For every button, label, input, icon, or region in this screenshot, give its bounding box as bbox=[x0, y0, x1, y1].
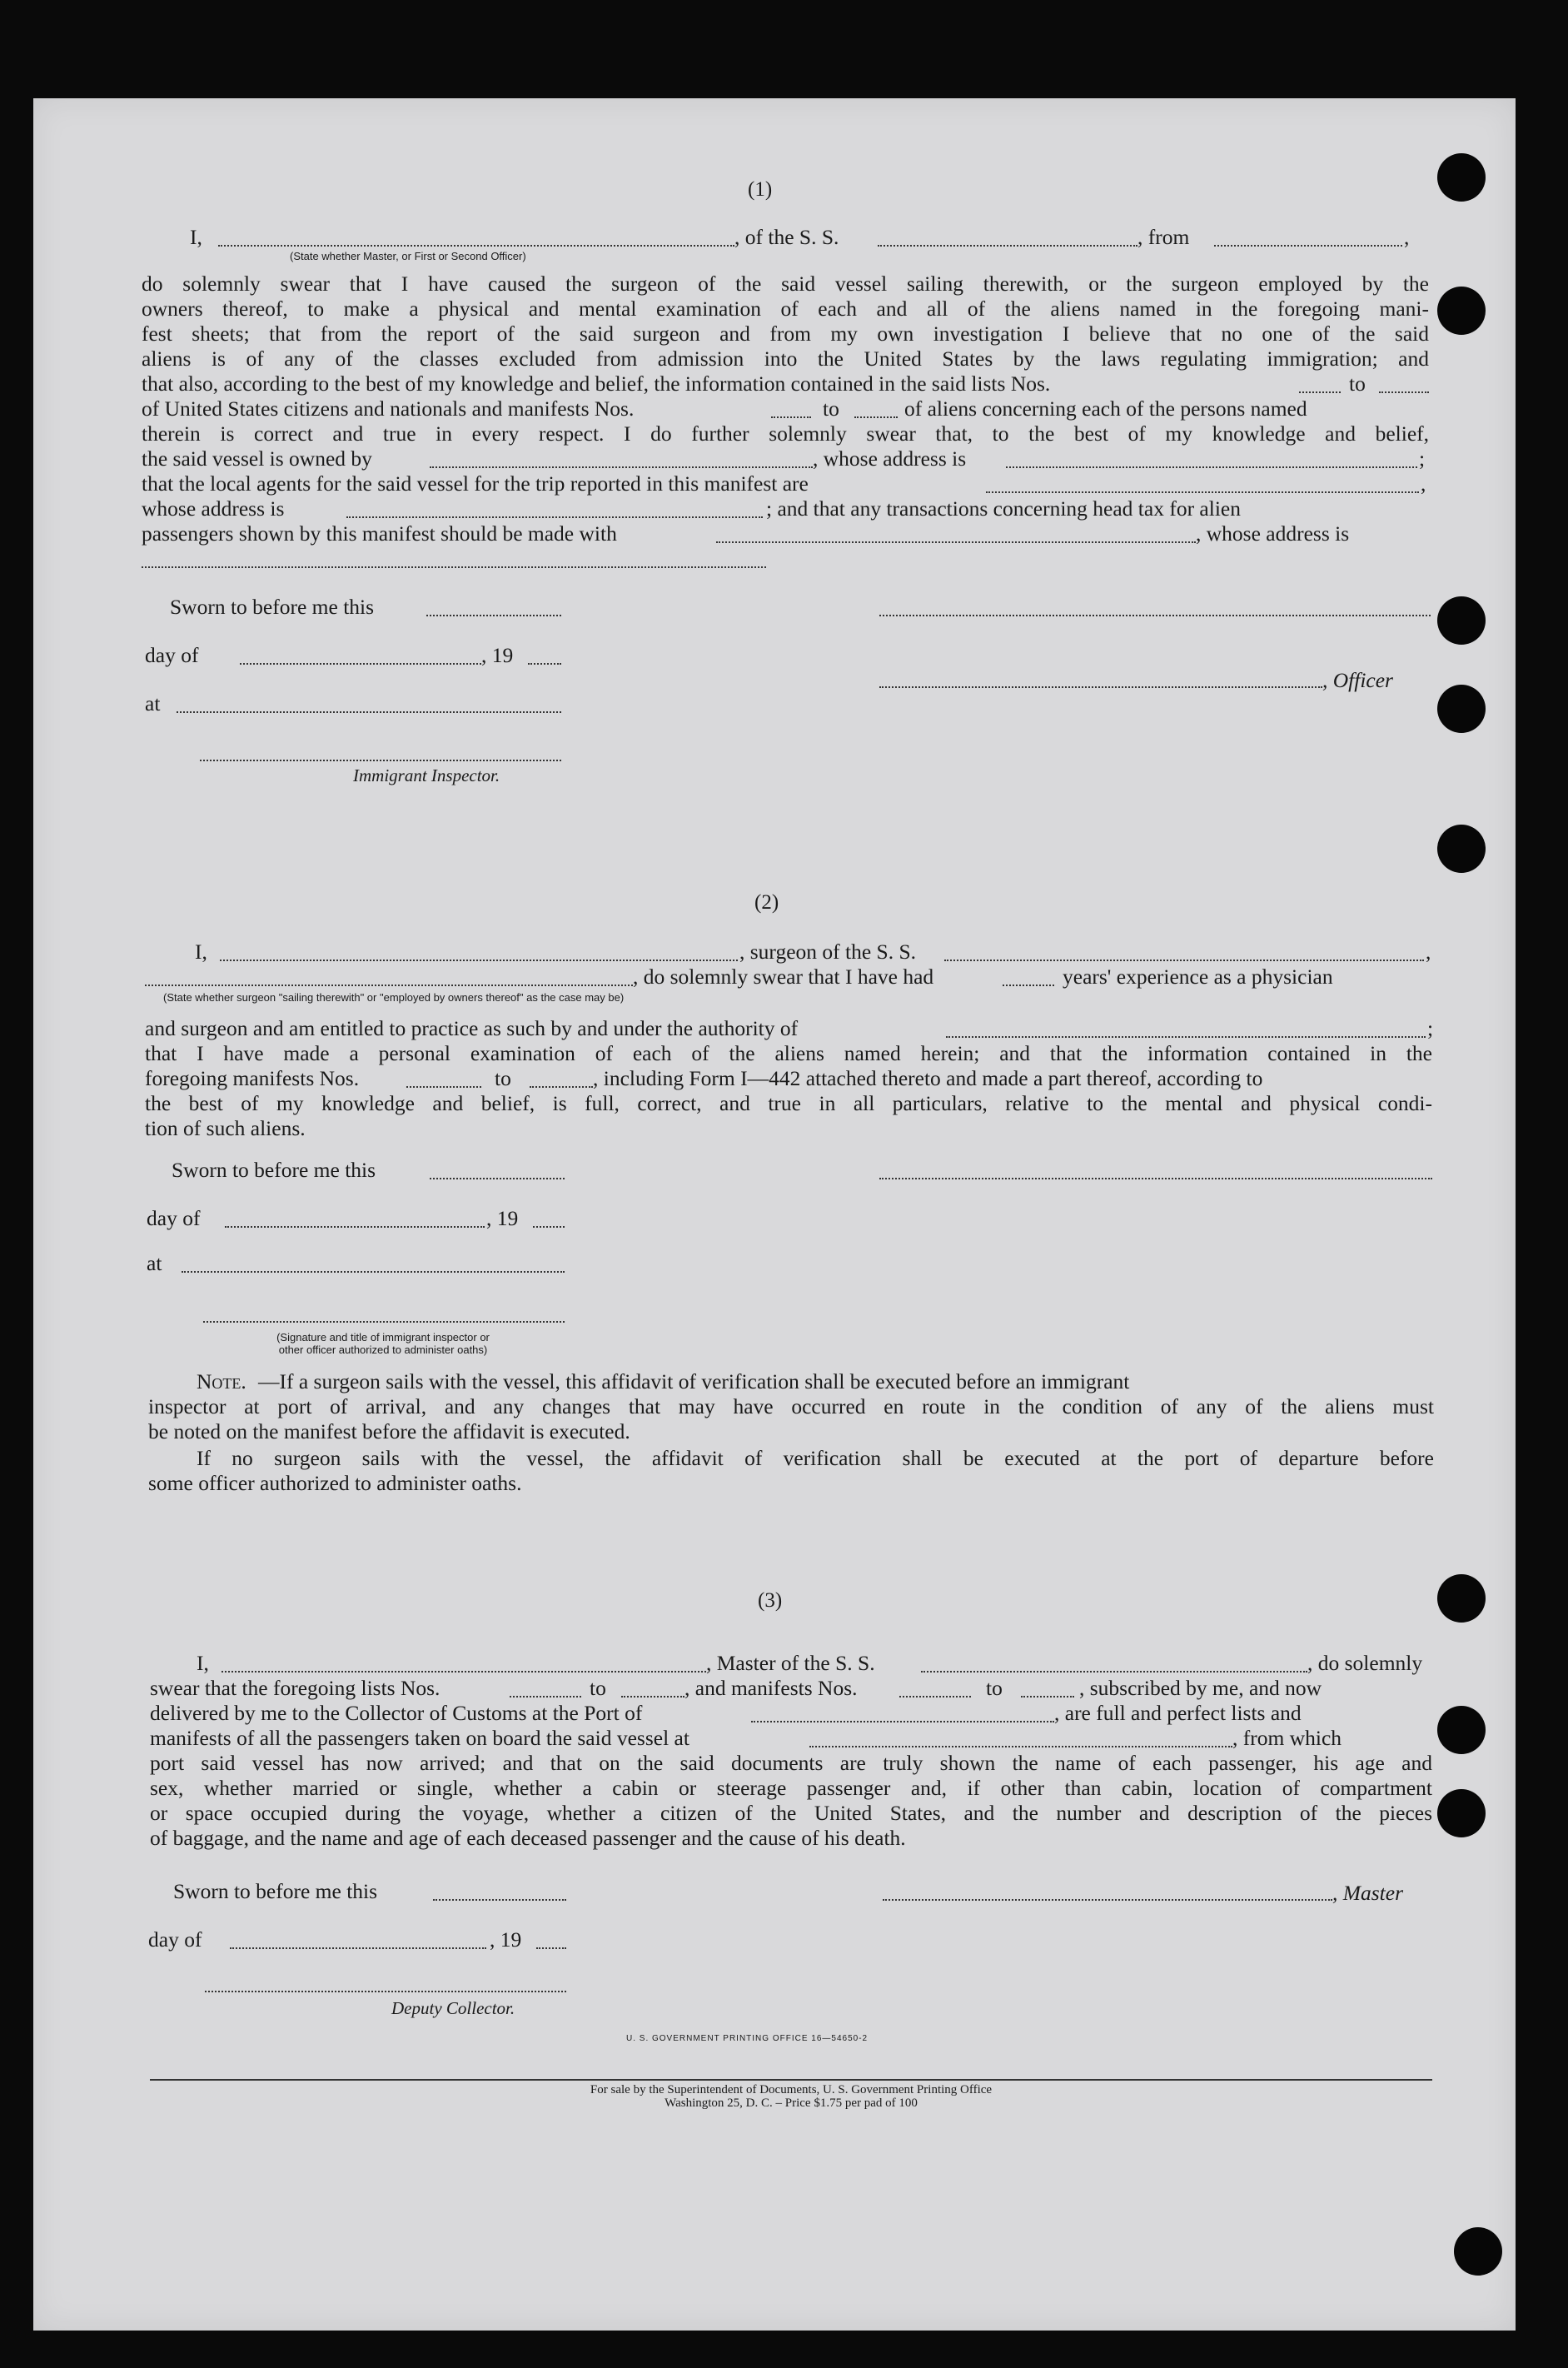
binder-hole bbox=[1437, 1789, 1486, 1837]
text-line: years' experience as a physician bbox=[1063, 965, 1333, 989]
text-line: Sworn to before me this bbox=[170, 595, 375, 619]
note-line: be noted on the manifest before the affidavit is executed. bbox=[148, 1419, 630, 1443]
field-hint: (State whether surgeon "sailing therewith" or "employed by owners thereof" as the case may be) bbox=[163, 991, 625, 1004]
field-hint: (State whether Master, or First or Second Officer) bbox=[290, 250, 526, 262]
blank-field bbox=[433, 1899, 566, 1901]
text-line: that also, according to the best of my knowledge and belief, the information contained in the said lists Nos. bbox=[142, 371, 1051, 396]
sale-notice: For sale by the Superintendent of Documents, U. S. Government Printing Office bbox=[590, 2083, 993, 2096]
text-line: , subscribed by me, and now bbox=[1079, 1676, 1322, 1700]
binder-hole bbox=[1437, 825, 1486, 873]
blank-field bbox=[1299, 391, 1341, 393]
note-line: —If a surgeon sails with the vessel, this affidavit of verification shall be executed before an immigrant bbox=[258, 1369, 1130, 1393]
text-line: ; bbox=[1427, 1016, 1434, 1040]
text-line: whose address is bbox=[142, 496, 285, 521]
text-line: Sworn to before me this bbox=[173, 1879, 378, 1903]
signature-line bbox=[205, 1991, 566, 1992]
blank-field bbox=[986, 491, 1419, 493]
printer-imprint: U. S. GOVERNMENT PRINTING OFFICE 16—54650-2 bbox=[626, 2034, 869, 2043]
blank-field bbox=[751, 1721, 1054, 1722]
blank-field bbox=[430, 1178, 565, 1179]
blank-field bbox=[182, 1271, 565, 1273]
text-line: , 19 bbox=[481, 643, 514, 667]
text-line: to bbox=[590, 1676, 606, 1700]
text-line: , do solemnly bbox=[1307, 1651, 1423, 1675]
blank-field bbox=[142, 566, 766, 568]
text-line: ; bbox=[1419, 446, 1426, 471]
body-line: fest sheets; that from the report of the said surgeon and from my own investigation I believe that no one of the said bbox=[142, 322, 1429, 346]
note-label: Note. bbox=[197, 1369, 246, 1393]
blank-field bbox=[899, 1696, 971, 1697]
blank-field bbox=[771, 416, 811, 418]
text-line: , from bbox=[1137, 225, 1190, 249]
text-line: day of bbox=[145, 643, 199, 667]
inspector-label: Immigrant Inspector. bbox=[353, 765, 500, 785]
binder-hole bbox=[1437, 685, 1486, 733]
section-heading: (3) bbox=[758, 1589, 783, 1612]
note-line: If no surgeon sails with the vessel, the affidavit of verification shall be executed at the port of departure before bbox=[197, 1446, 1434, 1470]
text-line: , surgeon of the S. S. bbox=[739, 940, 917, 964]
text-line: at bbox=[147, 1251, 162, 1275]
text-line: passengers shown by this manifest should be made with bbox=[142, 521, 617, 546]
blank-field bbox=[878, 245, 1137, 247]
text-line: Sworn to before me this bbox=[172, 1158, 376, 1182]
blank-field bbox=[854, 416, 898, 418]
text-line: of United States citizens and nationals and manifests Nos. bbox=[142, 396, 635, 421]
text-line: of baggage, and the name and age of each deceased passenger and the cause of his death. bbox=[150, 1826, 906, 1850]
blank-field bbox=[406, 1086, 481, 1088]
officer-label: , Officer bbox=[1322, 668, 1393, 692]
blank-field bbox=[177, 711, 561, 713]
body-line: do solemnly swear that I have caused the surgeon of the said vessel sailing therewith, or the surgeon employed by the bbox=[142, 272, 1429, 296]
binder-hole bbox=[1437, 153, 1486, 202]
text-line: swear that the foregoing lists Nos. bbox=[150, 1676, 441, 1700]
text-line: , 19 bbox=[490, 1927, 522, 1952]
blank-field bbox=[944, 960, 1424, 961]
text-line: , do solemnly swear that I have had bbox=[633, 965, 934, 989]
blank-field bbox=[528, 663, 561, 665]
blank-field bbox=[1379, 391, 1429, 393]
footer-rule bbox=[150, 2079, 1432, 2081]
blank-field bbox=[225, 1226, 485, 1228]
blank-field bbox=[230, 1947, 486, 1949]
body-line: port said vessel has now arrived; and that on the said documents are truly shown the name of each passenger, his age and bbox=[150, 1751, 1432, 1775]
blank-field bbox=[809, 1746, 1232, 1747]
blank-field bbox=[1214, 245, 1402, 247]
signature-line bbox=[879, 615, 1431, 616]
binder-hole bbox=[1437, 596, 1486, 645]
blank-field bbox=[240, 663, 481, 665]
body-line: or space occupied during the voyage, whether a citizen of the United States, and the number and description of the pieces bbox=[150, 1801, 1432, 1825]
text-line: to bbox=[986, 1676, 1003, 1700]
blank-field bbox=[145, 985, 633, 986]
text-line: , from which bbox=[1232, 1726, 1342, 1750]
text-line: the said vessel is owned by bbox=[142, 446, 372, 471]
section-heading: (1) bbox=[748, 178, 773, 201]
text-line: , of the S. S. bbox=[734, 225, 839, 249]
text-line: ; and that any transactions concerning head tax for alien bbox=[766, 496, 1241, 521]
body-line: therein is correct and true in every respect. I do further solemnly swear that, to the best of my knowledge and belief, bbox=[142, 421, 1429, 446]
blank-field bbox=[1006, 466, 1417, 468]
body-line: sex, whether married or single, whether a cabin or steerage passenger and, if other than cabin, location of compartment bbox=[150, 1776, 1432, 1800]
blank-field bbox=[921, 1671, 1307, 1673]
text-line: and surgeon and am entitled to practice as such by and under the authority of bbox=[145, 1016, 799, 1040]
text-line: , whose address is bbox=[813, 446, 967, 471]
text-line: , 19 bbox=[486, 1206, 519, 1230]
blank-field bbox=[716, 541, 1196, 543]
binder-hole bbox=[1437, 287, 1486, 335]
blank-field bbox=[946, 1036, 1426, 1038]
master-label: , Master bbox=[1332, 1881, 1403, 1905]
text-line: , Master of the S. S. bbox=[706, 1651, 875, 1675]
text-line: delivered by me to the Collector of Customs at the Port of bbox=[150, 1701, 643, 1725]
binder-hole bbox=[1437, 1574, 1486, 1623]
blank-field bbox=[346, 516, 763, 518]
blank-field bbox=[220, 960, 738, 961]
blank-field bbox=[621, 1696, 684, 1697]
blank-field bbox=[879, 686, 1322, 688]
text-line: day of bbox=[147, 1206, 201, 1230]
deputy-label: Deputy Collector. bbox=[391, 1998, 515, 2018]
text-line: to bbox=[1349, 371, 1366, 396]
signature-hint: (Signature and title of immigrant inspector or bbox=[276, 1331, 490, 1344]
note-line: some officer authorized to administer oaths. bbox=[148, 1471, 522, 1495]
body-line: the best of my knowledge and belief, is full, correct, and true in all particulars, relative to the mental and physical condi- bbox=[145, 1091, 1432, 1115]
blank-field bbox=[1021, 1696, 1074, 1697]
blank-field bbox=[510, 1696, 581, 1697]
text-line: to bbox=[823, 396, 839, 421]
text-line: , including Form I—442 attached thereto and made a part thereof, according to bbox=[593, 1066, 1263, 1090]
note-line: inspector at port of arrival, and any changes that may have occurred en route in the condition of any of the aliens must bbox=[148, 1394, 1434, 1418]
text-line: tion of such aliens. bbox=[145, 1116, 306, 1140]
blank-field bbox=[536, 1947, 566, 1949]
text-line: , whose address is bbox=[1196, 521, 1350, 546]
blank-field bbox=[530, 1086, 593, 1088]
blank-field bbox=[533, 1226, 565, 1228]
text-line: , bbox=[1426, 940, 1431, 964]
blank-field bbox=[222, 1671, 706, 1673]
body-line: owners thereof, to make a physical and mental examination of each and all of the aliens named in the foregoing mani- bbox=[142, 297, 1429, 321]
form-page bbox=[33, 98, 1516, 2331]
blank-field bbox=[426, 615, 561, 616]
text-line: , are full and perfect lists and bbox=[1054, 1701, 1302, 1725]
sale-notice: Washington 25, D. C. – Price $1.75 per pad of 100 bbox=[665, 2096, 918, 2110]
text-line: to bbox=[495, 1066, 511, 1090]
blank-field bbox=[218, 245, 734, 247]
text-line: at bbox=[145, 691, 161, 715]
signature-line bbox=[200, 760, 561, 761]
blank-field bbox=[430, 466, 813, 468]
text-line: , bbox=[1404, 225, 1410, 249]
blank-field bbox=[883, 1899, 1332, 1901]
signature-line bbox=[203, 1321, 565, 1323]
text-line: of aliens concerning each of the persons named bbox=[904, 396, 1307, 421]
signature-hint: other officer authorized to administer oaths) bbox=[278, 1344, 488, 1356]
text-line: that the local agents for the said vessel for the trip reported in this manifest are bbox=[142, 471, 809, 496]
section-heading: (2) bbox=[754, 891, 779, 914]
text-line: , bbox=[1421, 471, 1426, 496]
text-line: I, bbox=[197, 1651, 209, 1675]
text-line: , and manifests Nos. bbox=[684, 1676, 858, 1700]
body-line: aliens is of any of the classes excluded from admission into the United States by the laws regulating immigration; and bbox=[142, 346, 1429, 371]
body-line: that I have made a personal examination of each of the aliens named herein; and that the information contained in the bbox=[145, 1041, 1432, 1065]
blank-field bbox=[1003, 985, 1054, 986]
text-line: I, bbox=[190, 225, 202, 249]
text-line: day of bbox=[148, 1927, 202, 1952]
signature-line bbox=[879, 1178, 1432, 1179]
text-line: manifests of all the passengers taken on board the said vessel at bbox=[150, 1726, 689, 1750]
binder-hole bbox=[1454, 2227, 1502, 2276]
binder-hole bbox=[1437, 1706, 1486, 1754]
text-line: I, bbox=[195, 940, 207, 964]
text-line: foregoing manifests Nos. bbox=[145, 1066, 360, 1090]
